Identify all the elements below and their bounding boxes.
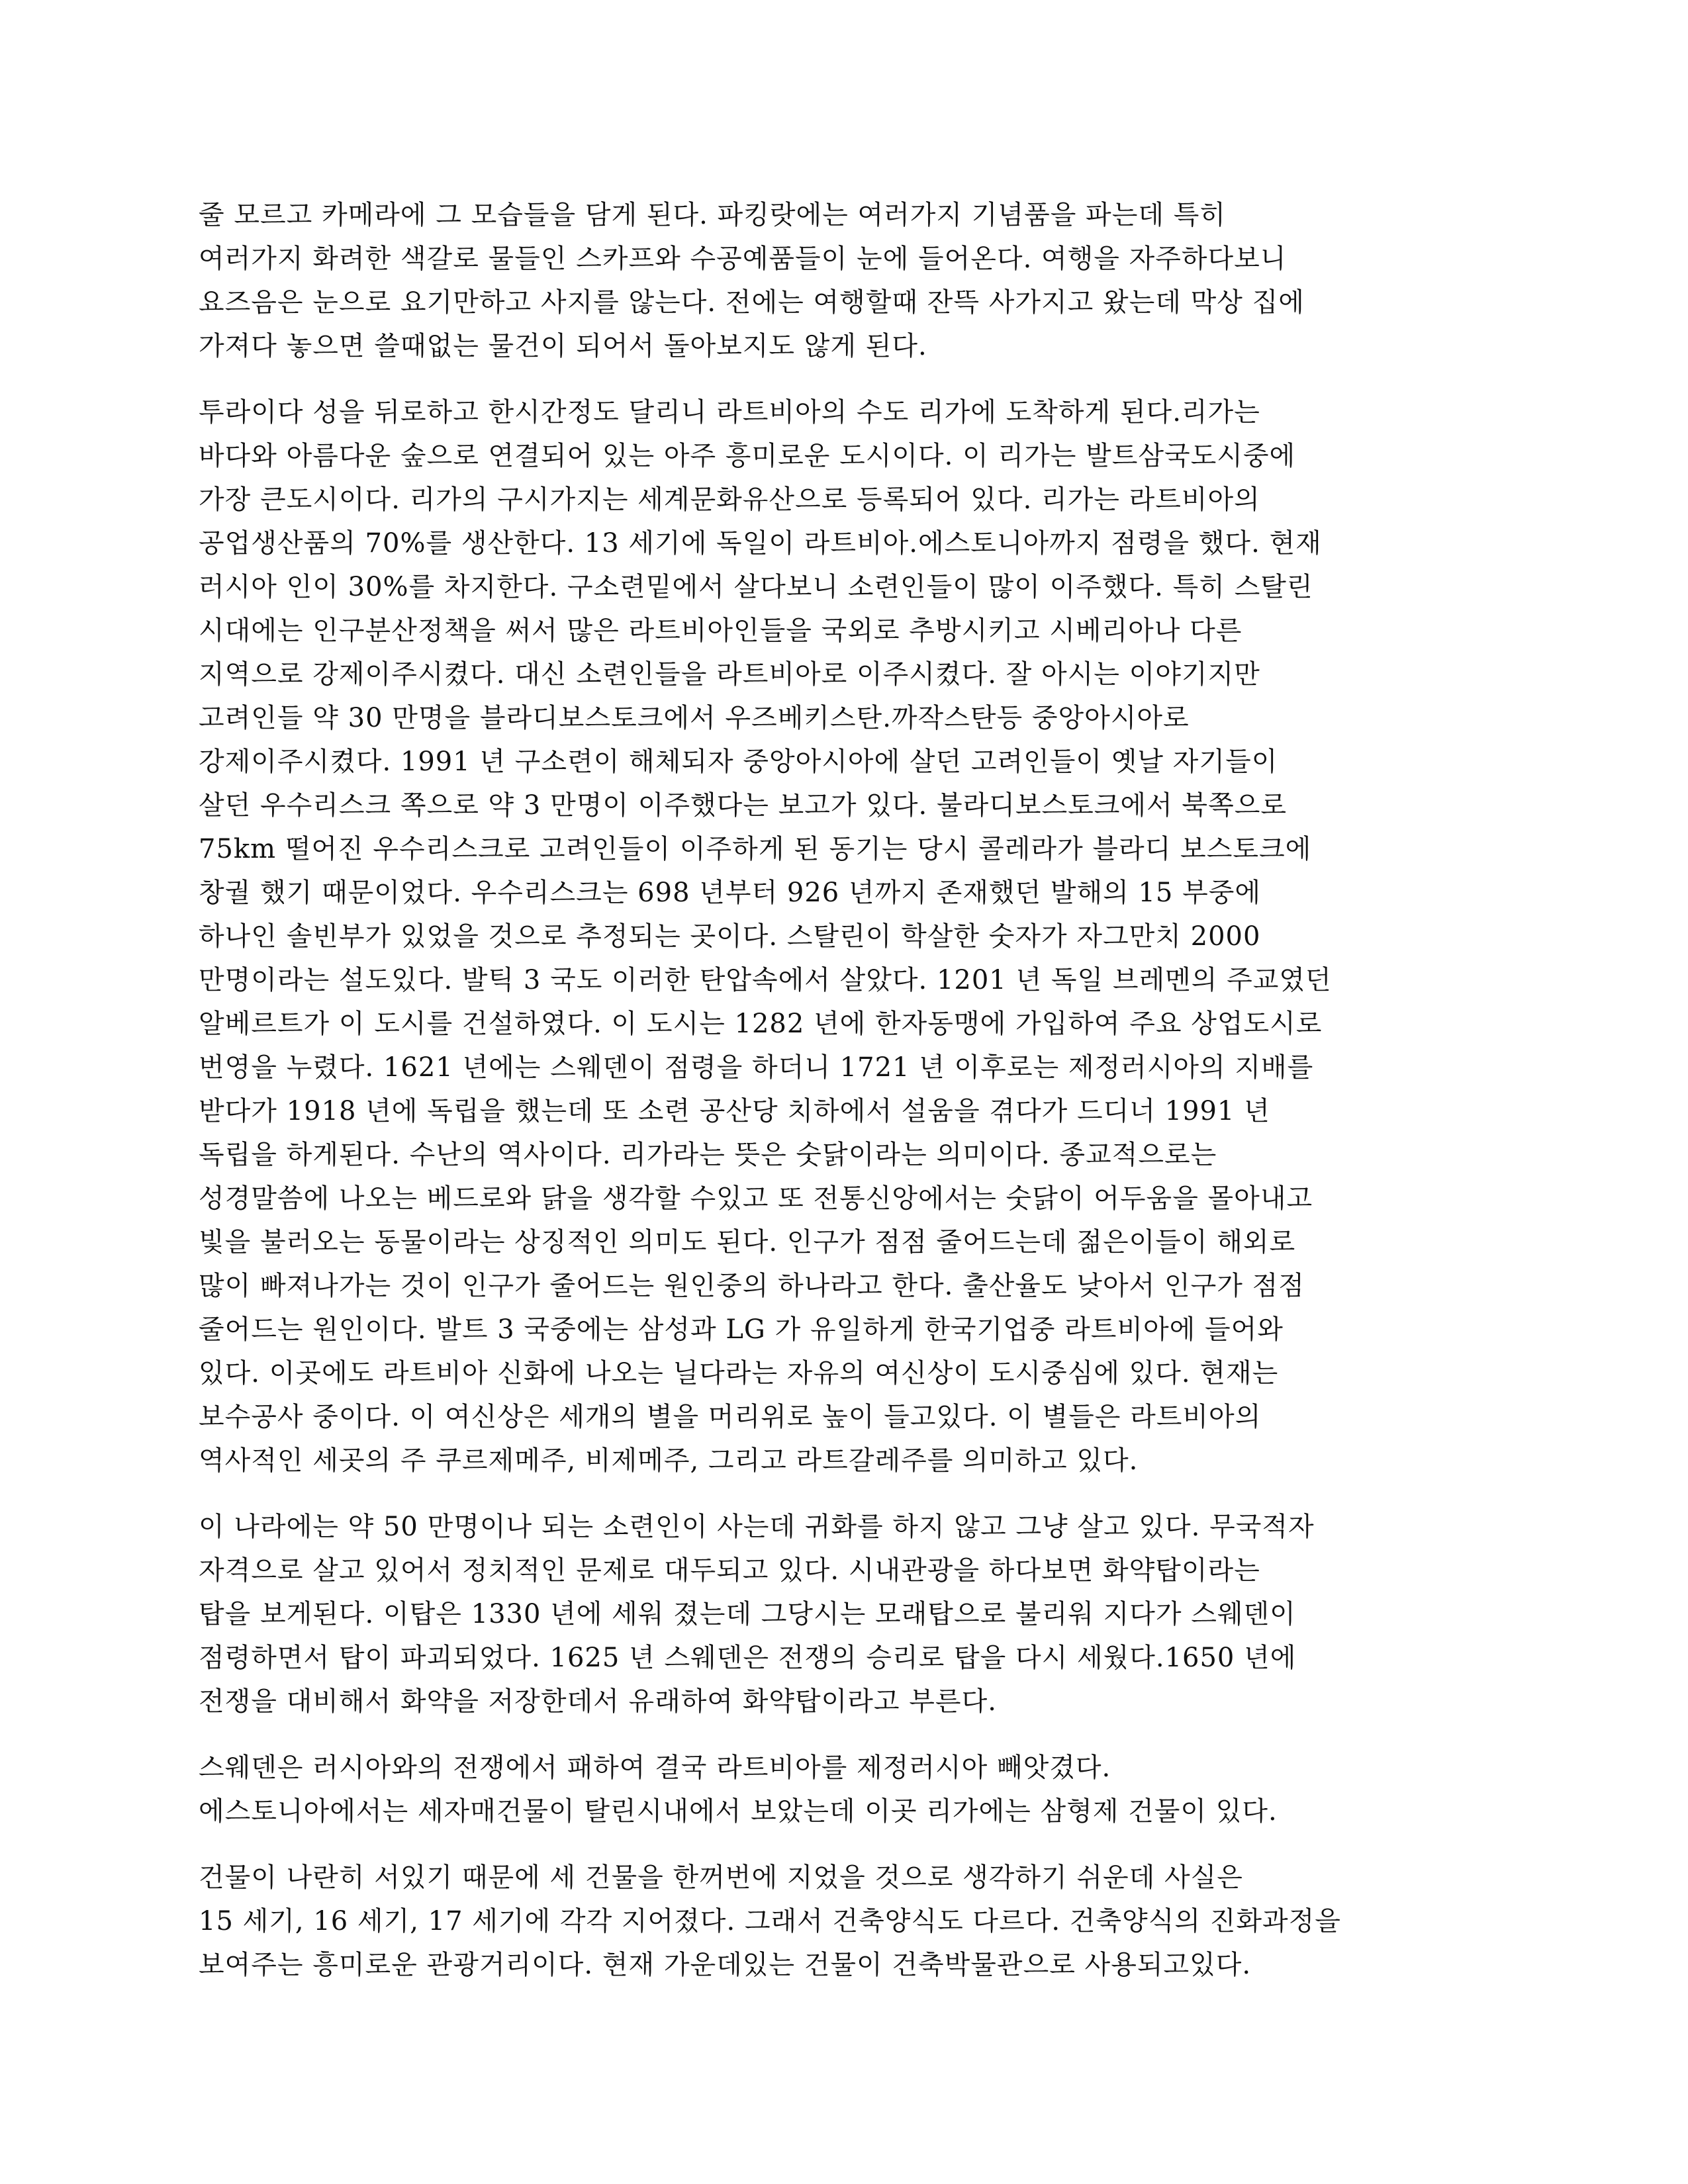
- text-line: 에스토니아에서는 세자매건물이 탈린시내에서 보았는데 이곳 리가에는 삼형제 건물이 있다.: [199, 1796, 1278, 1827]
- text-line: 많이 빠져나가는 것이 인구가 줄어드는 원인중의 하나라고 한다. 출산율도 낮아서 인구가 점점: [199, 1271, 1305, 1301]
- text-line: 가져다 놓으면 쓸때없는 물건이 되어서 돌아보지도 않게 된다.: [199, 331, 927, 361]
- text-line: 지역으로 강제이주시켰다. 대신 소련인들을 라트비아로 이주시켰다. 잘 아시는 이야기지만: [199, 659, 1260, 690]
- text-line: 75km 떨어진 우수리스크로 고려인들이 이주하게 된 동기는 당시 콜레라가 블라디 보스토크에: [199, 834, 1312, 864]
- text-line: 스웨덴은 러시아와의 전쟁에서 패하여 결국 라트비아를 제정러시아 빼앗겼다.: [199, 1752, 1111, 1783]
- text-line: 15 세기, 16 세기, 17 세기에 각각 지어졌다. 그래서 건축양식도 다르다. 건축양식의 진화과정을: [199, 1906, 1341, 1936]
- text-line: 러시아 인이 30%를 차지한다. 구소련밑에서 살다보니 소련인들이 많이 이주했다. 특히 스탈린: [199, 572, 1313, 602]
- text-line: 투라이다 성을 뒤로하고 한시간정도 달리니 라트비아의 수도 리가에 도착하게 된다.리가는: [199, 397, 1260, 428]
- text-line: 번영을 누렸다. 1621 년에는 스웨덴이 점령을 하더니 1721 년 이후로는 제정러시아의 지배를: [199, 1052, 1314, 1083]
- text-line: 건물이 나란히 서있기 때문에 세 건물을 한꺼번에 지었을 것으로 생각하기 쉬운데 사실은: [199, 1862, 1243, 1893]
- text-line: 성경말씀에 나오는 베드로와 닭을 생각할 수있고 또 전통신앙에서는 숫닭이 어두움을 몰아내고: [199, 1183, 1313, 1214]
- paragraph-4: [199, 1746, 1496, 1833]
- text-line: 빛을 불러오는 동물이라는 상징적인 의미도 된다. 인구가 점점 줄어드는데 젊은이들이 해외로: [199, 1227, 1296, 1257]
- text-line: 보여주는 흥미로운 관광거리이다. 현재 가운데있는 건물이 건축박물관으로 사용되고있다.: [199, 1950, 1252, 1980]
- paragraph-1: [199, 193, 1496, 368]
- text-line: 전쟁을 대비해서 화약을 저장한데서 유래하여 화약탑이라고 부른다.: [199, 1686, 997, 1717]
- text-line: 점령하면서 탑이 파괴되었다. 1625 년 스웨덴은 전쟁의 승리로 탑을 다시 세웠다.1650 년에: [199, 1643, 1297, 1673]
- text-line: 가장 큰도시이다. 리가의 구시가지는 세계문화유산으로 등록되어 있다. 리가는 라트비아의: [199, 484, 1260, 515]
- text-line: 만명이라는 설도있다. 발틱 3 국도 이러한 탄압속에서 살았다. 1201 년 독일 브레멘의 주교였던: [199, 965, 1332, 995]
- text-line: 하나인 솔빈부가 있었을 것으로 추정되는 곳이다. 스탈린이 학살한 숫자가 자그만치 2000: [199, 921, 1261, 952]
- text-line: 줄 모르고 카메라에 그 모습들을 담게 된다. 파킹랏에는 여러가지 기념품을 파는데 특히: [199, 200, 1226, 230]
- document-body: [199, 193, 1496, 2009]
- paragraph-2: [199, 390, 1496, 1482]
- paragraph-5: [199, 1856, 1496, 1987]
- text-line: 바다와 아름다운 숲으로 연결되어 있는 아주 흥미로운 도시이다. 이 리가는 발트삼국도시중에: [199, 441, 1296, 471]
- text-line: 창궐 했기 때문이었다. 우수리스크는 698 년부터 926 년까지 존재했던 발해의 15 부중에: [199, 878, 1262, 908]
- text-line: 살던 우수리스크 쪽으로 약 3 만명이 이주했다는 보고가 있다. 불라디보스토크에서 북쪽으로: [199, 790, 1287, 821]
- paragraph-3: [199, 1505, 1496, 1723]
- text-line: 받다가 1918 년에 독립을 했는데 또 소련 공산당 치하에서 설움을 겪다가 드디너 1991 년: [199, 1096, 1270, 1126]
- text-line: 줄어드는 원인이다. 발트 3 국중에는 삼성과 LG 가 유일하게 한국기업중 라트비아에 들어와: [199, 1314, 1284, 1345]
- text-line: 역사적인 세곳의 주 쿠르제메주, 비제메주, 그리고 라트갈레주를 의미하고 있다.: [199, 1445, 1139, 1476]
- text-line: 공업생산품의 70%를 생산한다. 13 세기에 독일이 라트비아.에스토니아까지 점령을 했다. 현재: [199, 528, 1322, 559]
- text-line: 강제이주시켰다. 1991 년 구소련이 해체되자 중앙아시아에 살던 고려인들이 옛날 자기들이: [199, 747, 1278, 777]
- text-line: 자격으로 살고 있어서 정치적인 문제로 대두되고 있다. 시내관광을 하다보면 화약탑이라는: [199, 1555, 1260, 1586]
- text-line: 요즈음은 눈으로 요기만하고 사지를 않는다. 전에는 여행할때 잔뜩 사가지고 왔는데 막상 집에: [199, 287, 1305, 318]
- text-line: 시대에는 인구분산정책을 써서 많은 라트비아인들을 국외로 추방시키고 시베리아나 다른: [199, 615, 1243, 646]
- text-line: 독립을 하게된다. 수난의 역사이다. 리가라는 뜻은 숫닭이라는 의미이다. 종교적으로는: [199, 1140, 1217, 1170]
- text-line: 탑을 보게된다. 이탑은 1330 년에 세워 졌는데 그당시는 모래탑으로 불리워 지다가 스웨덴이: [199, 1599, 1296, 1629]
- text-line: 이 나라에는 약 50 만명이나 되는 소련인이 사는데 귀화를 하지 않고 그냥 살고 있다. 무국적자: [199, 1512, 1315, 1542]
- text-line: 보수공사 중이다. 이 여신상은 세개의 별을 머리위로 높이 들고있다. 이 별들은 라트비아의: [199, 1402, 1262, 1432]
- text-line: 여러가지 화려한 색갈로 물들인 스카프와 수공예품들이 눈에 들어온다. 여행을 자주하다보니: [199, 244, 1287, 274]
- text-line: 고려인들 약 30 만명을 블라디보스토크에서 우즈베키스탄.까작스탄등 중앙아시아로: [199, 703, 1190, 733]
- text-line: 알베르트가 이 도시를 건설하였다. 이 도시는 1282 년에 한자동맹에 가입하여 주요 상업도시로: [199, 1009, 1323, 1039]
- text-line: 있다. 이곳에도 라트비아 신화에 나오는 닐다라는 자유의 여신상이 도시중심에 있다. 현재는: [199, 1358, 1279, 1388]
